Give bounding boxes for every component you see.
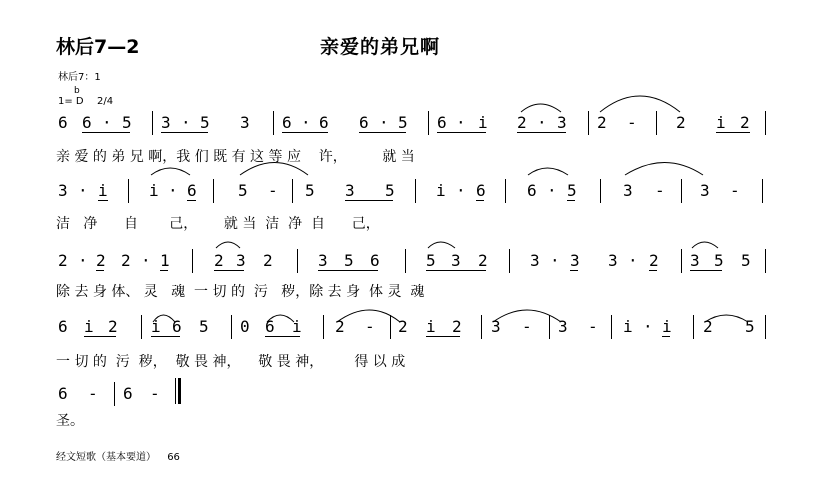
- note: i: [662, 317, 672, 336]
- note: 3: [570, 251, 580, 270]
- note: 3: [558, 317, 568, 336]
- note: i: [436, 181, 446, 200]
- note: 3: [345, 181, 355, 200]
- dot-mark: ·: [643, 317, 653, 336]
- note: i: [151, 317, 161, 336]
- dash-mark: -: [655, 181, 665, 200]
- note: 5: [305, 181, 315, 200]
- slur: [625, 163, 703, 176]
- note: 6: [437, 113, 447, 132]
- note: 6: [58, 317, 68, 336]
- dash-mark: -: [627, 113, 637, 132]
- note: i: [292, 317, 302, 336]
- dash-mark: -: [522, 317, 532, 336]
- dash-mark: -: [150, 384, 160, 403]
- slur: [428, 242, 455, 248]
- slur: [337, 310, 400, 322]
- dash-mark: -: [268, 181, 278, 200]
- note: 5: [200, 113, 210, 132]
- note: 5: [714, 251, 724, 270]
- note: 2: [517, 113, 527, 132]
- note: 2: [96, 251, 106, 270]
- lyric-line: 洁 净 自 己， 就 当 洁 净 自 己，: [56, 216, 380, 232]
- note: 2: [597, 113, 607, 132]
- note: 5: [745, 317, 755, 336]
- dash-mark: -: [365, 317, 375, 336]
- note: 1: [160, 251, 170, 270]
- note: i: [426, 317, 436, 336]
- note: 5: [567, 181, 577, 200]
- note: 3: [161, 113, 171, 132]
- note: 2: [335, 317, 345, 336]
- dot-mark: ·: [78, 181, 88, 200]
- key-signature: 1= D: [58, 96, 84, 107]
- note: 6: [187, 181, 197, 200]
- scripture-source: 林后7：1: [58, 72, 101, 83]
- slur: [692, 242, 718, 248]
- song-title: 亲爱的弟兄啊: [320, 36, 441, 58]
- note: 2: [121, 251, 131, 270]
- note: 2: [452, 317, 462, 336]
- note: 6: [172, 317, 182, 336]
- note: 2: [214, 251, 224, 270]
- note: 6: [58, 113, 68, 132]
- note: 3: [690, 251, 700, 270]
- dot-mark: ·: [379, 113, 389, 132]
- footer-page-number: 66: [167, 452, 180, 463]
- note: 5: [344, 251, 354, 270]
- dot-mark: ·: [141, 251, 151, 270]
- note: i: [478, 113, 488, 132]
- note: 2: [740, 113, 750, 132]
- slur: [528, 168, 568, 175]
- dot-mark: ·: [628, 251, 638, 270]
- note: 3: [530, 251, 540, 270]
- note: 2: [649, 251, 659, 270]
- slur: [600, 96, 680, 112]
- dash-mark: -: [88, 384, 98, 403]
- lyric-line: 除 去 身 体、 灵 魂 一 切 的 污 秽，除 去 身 体 灵 魂: [56, 284, 425, 300]
- note: 5: [199, 317, 209, 336]
- note: 3: [318, 251, 328, 270]
- note: i: [98, 181, 108, 200]
- slur: [153, 315, 175, 322]
- dot-mark: ·: [456, 181, 466, 200]
- dash-mark: -: [730, 181, 740, 200]
- lyric-line: 圣。: [56, 413, 84, 429]
- dot-mark: ·: [550, 251, 560, 270]
- note: 3: [700, 181, 710, 200]
- note: 2: [263, 251, 273, 270]
- note: 6: [282, 113, 292, 132]
- note: 6: [82, 113, 92, 132]
- dot-mark: ·: [301, 113, 311, 132]
- lyric-line: 一 切 的 污 秽， 敬 畏 神， 敬 畏 神， 得 以 成: [56, 354, 406, 370]
- note: 5: [238, 181, 248, 200]
- note: 6: [370, 251, 380, 270]
- note: 2: [398, 317, 408, 336]
- footer-book-title: 经文短歌（基本要道）: [56, 452, 156, 463]
- note: 5: [385, 181, 395, 200]
- slur: [151, 168, 190, 175]
- note: i: [84, 317, 94, 336]
- note: 5: [122, 113, 132, 132]
- slur: [493, 310, 561, 322]
- note: 5: [398, 113, 408, 132]
- slur: [521, 104, 561, 112]
- note: 2: [58, 251, 68, 270]
- note: i: [623, 317, 633, 336]
- dot-mark: ·: [547, 181, 557, 200]
- slur: [705, 315, 748, 322]
- note: 3: [491, 317, 501, 336]
- slur: [240, 163, 308, 176]
- dot-mark: ·: [168, 181, 178, 200]
- note: 3: [623, 181, 633, 200]
- note: 3: [236, 251, 246, 270]
- time-signature: 2/4: [97, 96, 114, 107]
- dot-mark: ·: [181, 113, 191, 132]
- note: i: [716, 113, 726, 132]
- lyric-line: 亲 爱 的 弟 兄 啊，我 们 既 有 这 等 应 许， 就 当: [56, 149, 415, 165]
- dot-mark: ·: [456, 113, 466, 132]
- note: 3: [608, 251, 618, 270]
- note: 2: [676, 113, 686, 132]
- slur: [267, 315, 294, 322]
- note: 5: [426, 251, 436, 270]
- dot-mark: ·: [102, 113, 112, 132]
- slur: [216, 242, 240, 248]
- flat-sign: b: [74, 86, 80, 96]
- dot-mark: ·: [537, 113, 547, 132]
- dash-mark: -: [588, 317, 598, 336]
- footer-book: [56, 448, 180, 463]
- note: 6: [123, 384, 133, 403]
- note: 2: [478, 251, 488, 270]
- note: 6: [527, 181, 537, 200]
- note: 3: [451, 251, 461, 270]
- note: 5: [741, 251, 751, 270]
- note: 6: [58, 384, 68, 403]
- note: 3: [58, 181, 68, 200]
- note: 6: [359, 113, 369, 132]
- note: 3: [557, 113, 567, 132]
- dot-mark: ·: [78, 251, 88, 270]
- note: 0: [240, 317, 250, 336]
- song-reference: 林后7—2: [56, 36, 140, 58]
- note: 6: [265, 317, 275, 336]
- note: 3: [240, 113, 250, 132]
- note: 6: [319, 113, 329, 132]
- note: 6: [476, 181, 486, 200]
- note: i: [149, 181, 159, 200]
- note: 2: [108, 317, 118, 336]
- note: 2: [703, 317, 713, 336]
